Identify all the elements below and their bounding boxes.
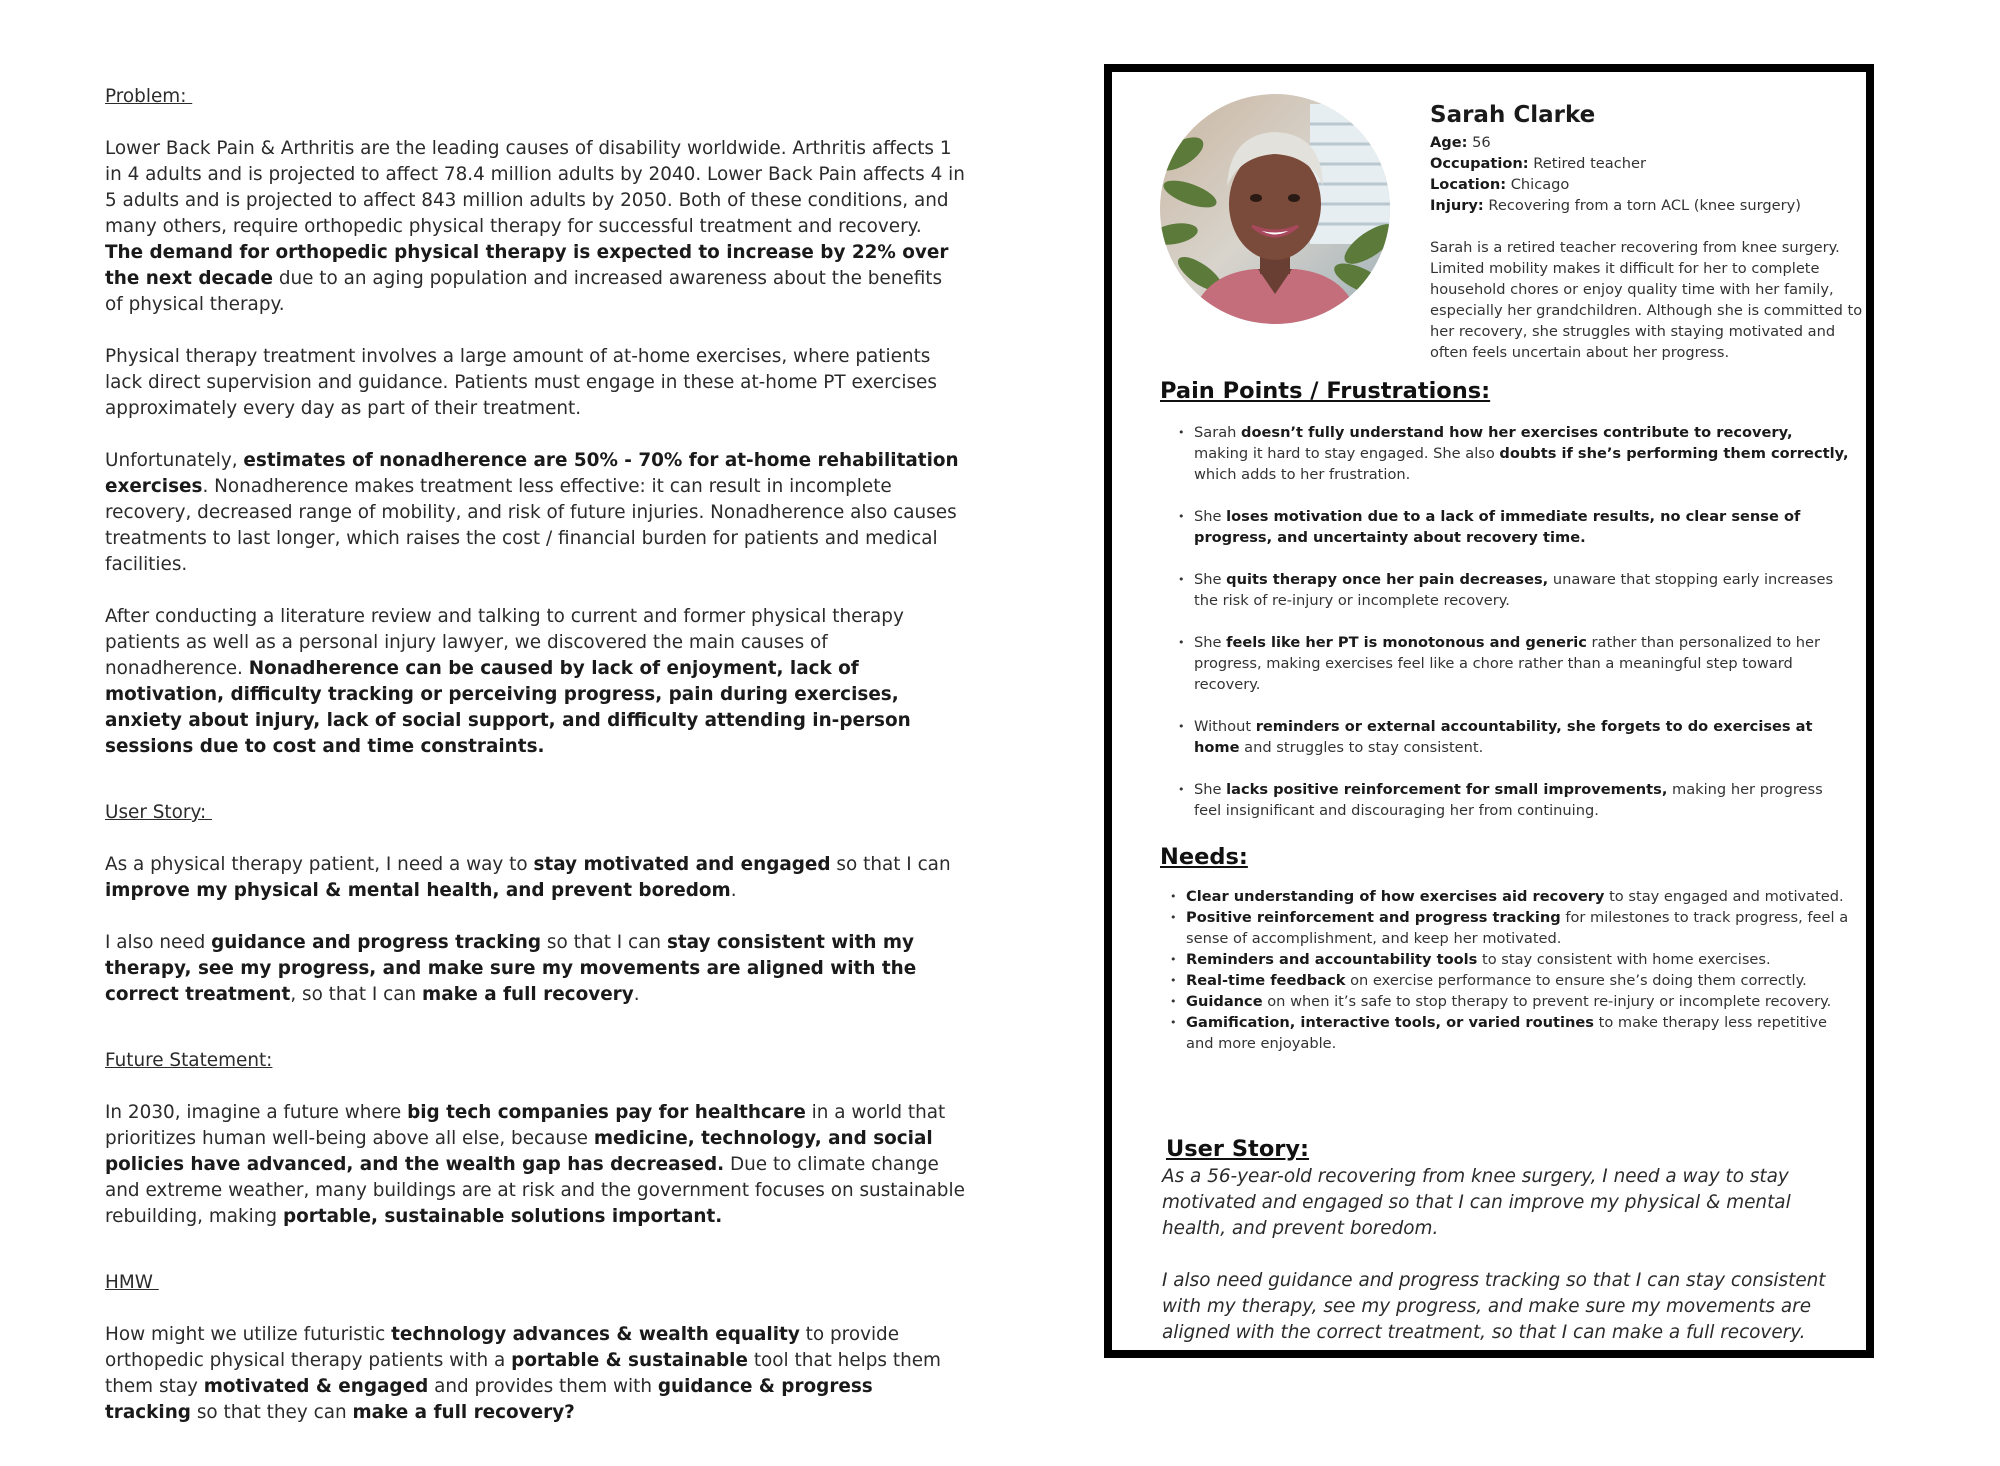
need-item xyxy=(1170,886,1850,907)
text-run: which adds to her frustration. xyxy=(1194,466,1411,483)
bold-text: guidance & progress tracking xyxy=(105,1376,873,1423)
need-item xyxy=(1170,1012,1850,1054)
text-run: and provides them with xyxy=(428,1376,658,1397)
user-story-paragraph-1 xyxy=(105,852,965,904)
persona-occupation: Occupation: Retired teacher xyxy=(1430,155,1646,172)
bold-text: lacks positive reinforcement for small improvements, xyxy=(1226,781,1668,798)
text-run: She xyxy=(1194,781,1227,798)
avatar xyxy=(1160,94,1390,324)
text-run: to provide orthopedic physical therapy patients with a xyxy=(105,1324,900,1371)
text-run: rather than personalized to her progress, making exercises feel like a chore rather than a meaningful step toward recovery. xyxy=(1194,634,1820,693)
user-story-paragraph-2 xyxy=(105,930,965,1008)
text-run: Unfortunately, xyxy=(105,450,244,471)
pain-point-item xyxy=(1178,632,1850,695)
bold-text: big tech companies pay for healthcare xyxy=(407,1102,806,1123)
text-run: I also need xyxy=(105,932,212,953)
persona-user-story-paragraph-1: As a 56-year-old recovering from knee surgery, I need a way to stay motivated and engaged so that I can improve my physical & mental health, and prevent boredom. xyxy=(1162,1166,1791,1239)
text-run: for milestones to track progress, feel a sense of accomplishment, and keep her motivated. xyxy=(1186,909,1849,947)
problem-paragraph-2 xyxy=(105,344,965,422)
problem-column xyxy=(105,84,965,1466)
bold-text: guidance and progress tracking xyxy=(211,932,542,953)
bold-text: stay motivated and engaged xyxy=(533,854,831,875)
persona-injury: Injury: Recovering from a torn ACL (knee surgery) xyxy=(1430,197,1801,214)
persona-photo xyxy=(1160,94,1390,324)
persona-bio: Sarah is a retired teacher recovering from knee surgery. Limited mobility makes it difficult for her to complete household chores or enjoy quality time with her family, especially her grandchildren. Although she is committed to her recovery, she struggles with staying motivated and often feels uncertain about her progress. xyxy=(1430,239,1863,361)
bold-text: motivated & engaged xyxy=(203,1376,429,1397)
bold-text: loses motivation due to a lack of immediate results, no clear sense of progress, and uncertainty about recovery time. xyxy=(1194,508,1801,546)
text-run: In 2030, imagine a future where xyxy=(105,1102,408,1123)
bold-text: portable, sustainable solutions important. xyxy=(282,1206,723,1227)
text-run: . Nonadherence makes treatment less effective: it can result in incomplete recovery, decreased range of mobility, and risk of future injuries. Nonadherence also causes treatments to last longer, which raises the cost / financial burden for patients and medical facilities. xyxy=(105,476,957,575)
persona-user-story-paragraph-2: I also need guidance and progress tracking so that I can stay consistent with my therapy, see my progress, and make sure my movements are aligned with the correct treatment, so that I can make a full recovery. xyxy=(1162,1270,1826,1343)
text-run: Without xyxy=(1194,718,1256,735)
persona-user-story xyxy=(1162,1164,1852,1346)
bold-text: make a full recovery? xyxy=(352,1402,575,1423)
pain-point-item xyxy=(1178,569,1850,611)
text-run: due to an aging population and increased awareness about the benefits of physical therapy. xyxy=(105,268,943,315)
text-run: , so that I can xyxy=(290,984,423,1005)
bold-text: Clear understanding of how exercises aid recovery xyxy=(1186,888,1605,905)
pain-point-item xyxy=(1178,506,1850,548)
hmw-paragraph xyxy=(105,1322,965,1426)
text-run: on exercise performance to ensure she’s doing them correctly. xyxy=(1345,972,1807,989)
persona-name: Sarah Clarke xyxy=(1430,102,1596,128)
needs-list xyxy=(1170,886,1850,1054)
text-run: She xyxy=(1194,634,1227,651)
bold-text: reminders or external accountability, she forgets to do exercises at home xyxy=(1194,718,1813,756)
text-run: in a world that prioritizes human well-being above all else, because xyxy=(105,1102,946,1149)
need-item xyxy=(1170,949,1850,970)
text-run: She xyxy=(1194,571,1227,588)
problem-heading: Problem: xyxy=(105,86,193,107)
future-statement-paragraph xyxy=(105,1100,965,1230)
bold-text: make a full recovery xyxy=(422,984,634,1005)
future-statement-section xyxy=(105,1048,965,1230)
bold-text: stay consistent with my therapy, see my progress, and make sure my movements are aligned with the correct treatment xyxy=(105,932,917,1005)
persona-location: Location: Chicago xyxy=(1430,176,1570,193)
text-run: As a physical therapy patient, I need a way to xyxy=(105,854,534,875)
bold-text: feels like her PT is monotonous and generic xyxy=(1226,634,1587,651)
bold-text: doubts if she’s performing them correctly, xyxy=(1499,445,1849,462)
hmw-heading: HMW xyxy=(105,1272,159,1293)
user-story-heading: User Story: xyxy=(105,802,213,823)
bold-text: The demand for orthopedic physical therapy is expected to increase by 22% over the next decade xyxy=(105,242,949,289)
bold-text: Positive reinforcement and progress tracking xyxy=(1186,909,1561,926)
text-run: to make therapy less repetitive and more enjoyable. xyxy=(1186,1014,1828,1052)
persona-profile xyxy=(1430,100,1872,363)
bold-text: doesn’t fully understand how her exercises contribute to recovery, xyxy=(1241,424,1793,441)
text-run: to stay consistent with home exercises. xyxy=(1477,951,1771,968)
bold-text: medicine, technology, and social policies have advanced, and the wealth gap has decreased. xyxy=(105,1128,933,1175)
text-run: Sarah xyxy=(1194,424,1242,441)
text-run: How might we utilize futuristic xyxy=(105,1324,392,1345)
pain-points-heading: Pain Points / Frustrations: xyxy=(1160,378,1491,404)
text-run: After conducting a literature review and talking to current and former physical therapy patients as well as a personal injury lawyer, we discovered the main causes of nonadherence. xyxy=(105,606,904,679)
bold-text: Reminders and accountability tools xyxy=(1186,951,1478,968)
bold-text: Real-time feedback xyxy=(1186,972,1346,989)
text-run: so that I can xyxy=(830,854,951,875)
text-run: Lower Back Pain & Arthritis are the leading causes of disability worldwide. Arthritis affects 1 in 4 adults and is projected to affect 78.4 million adults by 2040. Lower Back Pain affects 4 in 5 adults and is projected to affect 843 million adults by 2050. Both of these conditions, and many others, require orthopedic physical therapy for successful treatment and recovery. xyxy=(105,138,965,237)
problem-section xyxy=(105,84,965,760)
needs-heading: Needs: xyxy=(1160,844,1248,870)
text-run: . xyxy=(633,984,640,1005)
future-statement-heading: Future Statement: xyxy=(105,1050,273,1071)
text-run: so that I can xyxy=(541,932,667,953)
text-run: on when it’s safe to stop therapy to prevent re-injury or incomplete recovery. xyxy=(1262,993,1832,1010)
text-run: to stay engaged and motivated. xyxy=(1604,888,1844,905)
text-run: making her progress feel insignificant and discouraging her from continuing. xyxy=(1194,781,1823,819)
bold-text: quits therapy once her pain decreases, xyxy=(1226,571,1549,588)
text-run: She xyxy=(1194,508,1227,525)
hmw-section xyxy=(105,1270,965,1426)
bold-text: estimates of nonadherence are 50% - 70% for at-home rehabilitation exercises xyxy=(105,450,959,497)
pain-point-item xyxy=(1178,716,1850,758)
pain-point-item xyxy=(1178,422,1850,485)
pain-points-list xyxy=(1178,422,1850,842)
need-item xyxy=(1170,970,1850,991)
text-run: tool that helps them them stay xyxy=(105,1350,941,1397)
bold-text: Guidance xyxy=(1186,993,1263,1010)
user-story-section xyxy=(105,800,965,1008)
bold-text: Nonadherence can be caused by lack of enjoyment, lack of motivation, difficulty tracking or perceiving progress, pain during exercises, anxiety about injury, lack of social support, and difficulty attending in-person sessions due to cost and time constraints. xyxy=(105,658,911,757)
persona-card xyxy=(1104,64,1874,1358)
problem-paragraph-3 xyxy=(105,448,965,578)
bold-text: improve my physical & mental health, and prevent boredom xyxy=(105,880,731,901)
need-item xyxy=(1170,907,1850,949)
need-item xyxy=(1170,991,1850,1012)
text-run: . xyxy=(730,880,737,901)
problem-paragraph-4 xyxy=(105,604,965,760)
text-run: Physical therapy treatment involves a large amount of at-home exercises, where patients lack direct supervision and guidance. Patients must engage in these at-home PT exercises approximately every day as part of their treatment. xyxy=(105,346,937,419)
text-run: so that they can xyxy=(190,1402,353,1423)
pain-point-item xyxy=(1178,779,1850,821)
bold-text: Gamification, interactive tools, or varied routines xyxy=(1186,1014,1594,1031)
problem-paragraph-1 xyxy=(105,136,965,318)
bold-text: technology advances & wealth equality xyxy=(391,1324,800,1345)
text-run: unaware that stopping early increases the risk of re-injury or incomplete recovery. xyxy=(1194,571,1834,609)
persona-user-story-heading: User Story: xyxy=(1166,1136,1310,1162)
persona-age: Age: 56 xyxy=(1430,134,1491,151)
text-run: making it hard to stay engaged. She also xyxy=(1194,445,1500,462)
bold-text: portable & sustainable xyxy=(511,1350,748,1371)
text-run: Due to climate change and extreme weather, many buildings are at risk and the government focuses on sustainable rebuilding, making xyxy=(105,1154,965,1227)
text-run: and struggles to stay consistent. xyxy=(1239,739,1484,756)
